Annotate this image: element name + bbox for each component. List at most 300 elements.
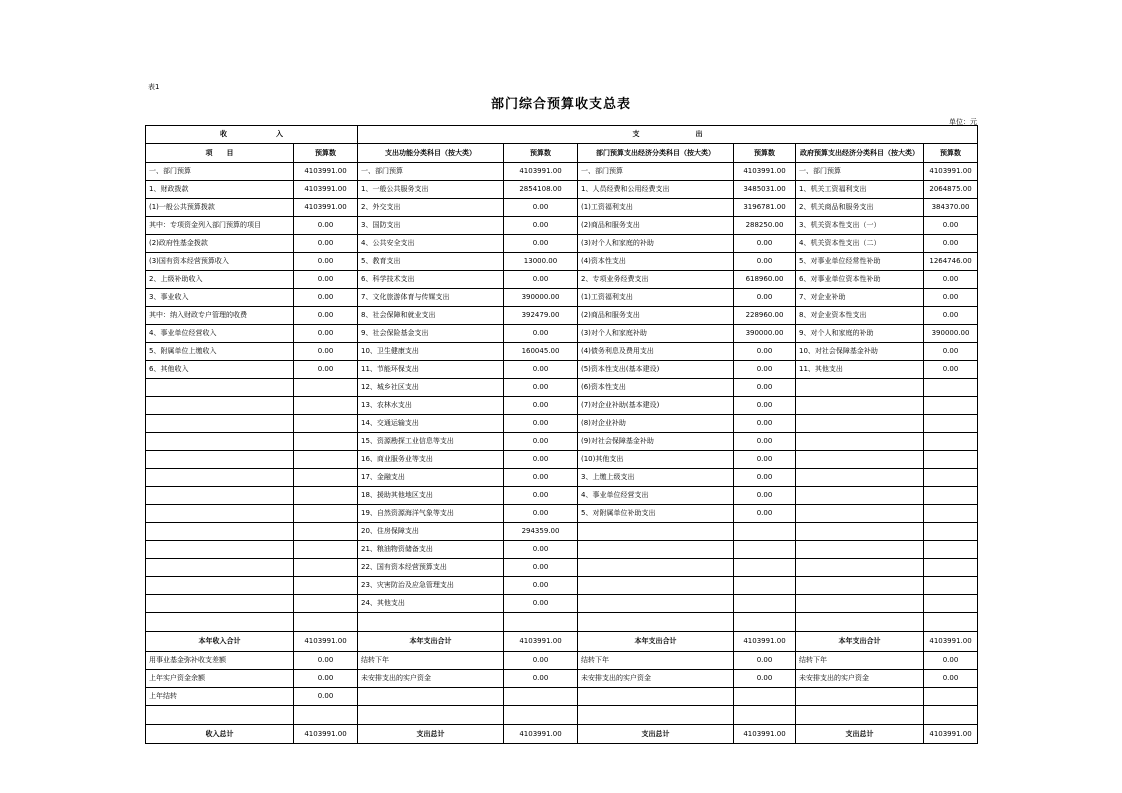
budget-amount-cell: 390000.00 xyxy=(504,289,578,307)
empty-cell xyxy=(358,706,504,725)
budget-amount-cell xyxy=(294,541,358,559)
budget-amount-cell: 0.00 xyxy=(294,289,358,307)
budget-amount-cell: 0.00 xyxy=(734,289,796,307)
item-label-cell xyxy=(796,397,924,415)
item-label-cell xyxy=(146,397,294,415)
table-row xyxy=(146,415,978,433)
budget-amount-cell xyxy=(294,415,358,433)
item-label-cell: 支出总计 xyxy=(358,725,504,744)
item-label-cell: (10)其他支出 xyxy=(578,451,734,469)
budget-amount-cell: 4103991.00 xyxy=(924,163,978,181)
item-label-cell xyxy=(146,433,294,451)
item-label-cell xyxy=(578,595,734,613)
item-label-cell: 8、社会保障和就业支出 xyxy=(358,307,504,325)
budget-amount-cell xyxy=(504,688,578,706)
budget-column-header: 预算数 xyxy=(294,144,358,163)
budget-amount-cell: 4103991.00 xyxy=(294,632,358,652)
budget-amount-cell: 0.00 xyxy=(294,688,358,706)
item-label-cell xyxy=(578,541,734,559)
budget-amount-cell: 0.00 xyxy=(734,670,796,688)
budget-amount-cell: 4103991.00 xyxy=(734,632,796,652)
item-label-cell: 收入总计 xyxy=(146,725,294,744)
table-row xyxy=(146,652,978,670)
budget-amount-cell: 390000.00 xyxy=(924,325,978,343)
item-label-cell: (5)资本性支出(基本建设) xyxy=(578,361,734,379)
sheet-id: 表1 xyxy=(148,83,160,91)
item-label-cell xyxy=(796,433,924,451)
budget-amount-cell: 4103991.00 xyxy=(504,725,578,744)
budget-amount-cell xyxy=(734,688,796,706)
item-label-cell: 9、社会保险基金支出 xyxy=(358,325,504,343)
item-label-cell xyxy=(578,577,734,595)
budget-amount-cell: 0.00 xyxy=(294,361,358,379)
budget-amount-cell: 0.00 xyxy=(504,217,578,235)
item-label-cell: 9、对个人和家庭的补助 xyxy=(796,325,924,343)
empty-cell xyxy=(504,613,578,632)
budget-amount-cell xyxy=(294,559,358,577)
budget-column-header: 预算数 xyxy=(734,144,796,163)
budget-amount-cell xyxy=(734,523,796,541)
item-label-cell xyxy=(146,541,294,559)
budget-amount-cell: 0.00 xyxy=(504,361,578,379)
item-label-cell: 本年收入合计 xyxy=(146,632,294,652)
table-row xyxy=(146,199,978,217)
item-label-cell: 2、机关商品和服务支出 xyxy=(796,199,924,217)
table-row xyxy=(146,469,978,487)
item-label-cell: 未安排支出的实户资金 xyxy=(578,670,734,688)
expense-group-header: 支 出 xyxy=(358,126,978,144)
item-label-cell: 2、专项业务经费支出 xyxy=(578,271,734,289)
budget-amount-cell: 288250.00 xyxy=(734,217,796,235)
item-label-cell: 16、商业服务业等支出 xyxy=(358,451,504,469)
budget-amount-cell: 0.00 xyxy=(924,289,978,307)
budget-amount-cell: 0.00 xyxy=(504,199,578,217)
item-label-cell: (6)资本性支出 xyxy=(578,379,734,397)
budget-amount-cell: 384370.00 xyxy=(924,199,978,217)
budget-summary-table xyxy=(145,125,978,744)
gov-econ-column-header: 政府预算支出经济分类科目（按大类） xyxy=(796,144,924,163)
item-label-cell xyxy=(796,487,924,505)
item-label-cell xyxy=(796,505,924,523)
budget-amount-cell: 0.00 xyxy=(294,343,358,361)
budget-amount-cell xyxy=(924,397,978,415)
budget-amount-cell xyxy=(294,451,358,469)
table-row xyxy=(146,325,978,343)
empty-cell xyxy=(796,613,924,632)
item-label-cell xyxy=(796,688,924,706)
budget-amount-cell xyxy=(294,397,358,415)
item-label-cell: 11、节能环保支出 xyxy=(358,361,504,379)
item-label-cell: 1、财政拨款 xyxy=(146,181,294,199)
table-row xyxy=(146,343,978,361)
item-label-cell: 6、对事业单位资本性补助 xyxy=(796,271,924,289)
budget-column-header: 预算数 xyxy=(504,144,578,163)
item-label-cell: 12、城乡社区支出 xyxy=(358,379,504,397)
budget-amount-cell: 0.00 xyxy=(734,469,796,487)
item-label-cell xyxy=(358,688,504,706)
table-row xyxy=(146,217,978,235)
item-label-cell: 用事业基金弥补收支差额 xyxy=(146,652,294,670)
budget-amount-cell: 0.00 xyxy=(734,652,796,670)
item-label-cell xyxy=(796,595,924,613)
table-row xyxy=(146,235,978,253)
budget-amount-cell: 228960.00 xyxy=(734,307,796,325)
budget-amount-cell: 0.00 xyxy=(504,469,578,487)
table-row xyxy=(146,181,978,199)
budget-amount-cell: 0.00 xyxy=(504,271,578,289)
item-label-cell: (1)工资福利支出 xyxy=(578,289,734,307)
empty-cell xyxy=(358,613,504,632)
item-label-cell: 13、农林水支出 xyxy=(358,397,504,415)
budget-amount-cell: 390000.00 xyxy=(734,325,796,343)
item-label-cell xyxy=(146,451,294,469)
item-label-cell: (8)对企业补助 xyxy=(578,415,734,433)
spacer-row xyxy=(146,706,978,725)
item-label-cell: 4、公共安全支出 xyxy=(358,235,504,253)
item-label-cell: 10、对社会保障基金补助 xyxy=(796,343,924,361)
budget-amount-cell: 0.00 xyxy=(734,361,796,379)
budget-amount-cell xyxy=(924,469,978,487)
item-label-cell: 上年结转 xyxy=(146,688,294,706)
item-label-cell xyxy=(796,469,924,487)
budget-amount-cell: 0.00 xyxy=(734,487,796,505)
budget-amount-cell xyxy=(924,559,978,577)
item-label-cell: 20、住房保障支出 xyxy=(358,523,504,541)
budget-amount-cell: 0.00 xyxy=(734,415,796,433)
budget-amount-cell xyxy=(294,379,358,397)
budget-amount-cell: 0.00 xyxy=(504,415,578,433)
item-label-cell: 22、国有资本经营预算支出 xyxy=(358,559,504,577)
item-label-cell: 3、上缴上级支出 xyxy=(578,469,734,487)
empty-cell xyxy=(924,613,978,632)
item-label-cell xyxy=(146,559,294,577)
budget-amount-cell: 3196781.00 xyxy=(734,199,796,217)
item-label-cell: 本年支出合计 xyxy=(578,632,734,652)
item-label-cell: 7、文化旅游体育与传媒支出 xyxy=(358,289,504,307)
budget-amount-cell: 1264746.00 xyxy=(924,253,978,271)
budget-amount-cell: 0.00 xyxy=(504,433,578,451)
item-label-cell xyxy=(796,559,924,577)
item-label-cell: 1、人员经费和公用经费支出 xyxy=(578,181,734,199)
empty-cell xyxy=(294,613,358,632)
budget-amount-cell: 0.00 xyxy=(734,379,796,397)
item-label-cell xyxy=(578,688,734,706)
item-label-cell: (9)对社会保障基金补助 xyxy=(578,433,734,451)
budget-amount-cell: 0.00 xyxy=(734,397,796,415)
item-label-cell: 结转下年 xyxy=(578,652,734,670)
budget-amount-cell xyxy=(924,523,978,541)
budget-amount-cell: 4103991.00 xyxy=(504,632,578,652)
item-label-cell: 上年实户资金余额 xyxy=(146,670,294,688)
item-label-cell: 5、对事业单位经常性补助 xyxy=(796,253,924,271)
budget-amount-cell xyxy=(294,505,358,523)
item-label-cell: (7)对企业补助(基本建设) xyxy=(578,397,734,415)
budget-amount-cell: 160045.00 xyxy=(504,343,578,361)
spacer-row xyxy=(146,613,978,632)
item-label-cell xyxy=(146,577,294,595)
budget-amount-cell xyxy=(924,433,978,451)
item-label-cell: 19、自然资源海洋气象等支出 xyxy=(358,505,504,523)
item-label-cell xyxy=(796,451,924,469)
item-label-cell xyxy=(146,505,294,523)
table-row xyxy=(146,163,978,181)
item-label-cell: 5、对附属单位补助支出 xyxy=(578,505,734,523)
item-label-cell: 15、资源勘探工业信息等支出 xyxy=(358,433,504,451)
budget-amount-cell xyxy=(924,688,978,706)
empty-cell xyxy=(796,706,924,725)
budget-amount-cell: 0.00 xyxy=(504,595,578,613)
item-label-cell: 7、对企业补助 xyxy=(796,289,924,307)
item-label-cell: 6、科学技术支出 xyxy=(358,271,504,289)
item-label-cell: 结转下年 xyxy=(796,652,924,670)
item-label-cell xyxy=(796,577,924,595)
budget-amount-cell xyxy=(924,487,978,505)
item-label-cell: 3、机关资本性支出（一） xyxy=(796,217,924,235)
item-label-cell: 4、事业单位经营收入 xyxy=(146,325,294,343)
budget-amount-cell: 0.00 xyxy=(294,235,358,253)
item-label-cell: 5、附属单位上缴收入 xyxy=(146,343,294,361)
budget-amount-cell: 0.00 xyxy=(294,271,358,289)
empty-cell xyxy=(578,613,734,632)
item-label-cell: 3、事业收入 xyxy=(146,289,294,307)
func-column-header: 支出功能分类科目（按大类） xyxy=(358,144,504,163)
budget-amount-cell: 294359.00 xyxy=(504,523,578,541)
table-row xyxy=(146,487,978,505)
total-row xyxy=(146,632,978,652)
budget-amount-cell: 4103991.00 xyxy=(924,632,978,652)
table-row xyxy=(146,397,978,415)
budget-amount-cell: 618960.00 xyxy=(734,271,796,289)
budget-amount-cell: 13000.00 xyxy=(504,253,578,271)
item-label-cell: 21、粮油物资储备支出 xyxy=(358,541,504,559)
table-row xyxy=(146,523,978,541)
budget-amount-cell: 392479.00 xyxy=(504,307,578,325)
table-row xyxy=(146,379,978,397)
item-label-cell xyxy=(796,415,924,433)
budget-amount-cell: 4103991.00 xyxy=(504,163,578,181)
budget-amount-cell: 0.00 xyxy=(504,379,578,397)
item-label-cell: 一、部门预算 xyxy=(796,163,924,181)
column-header-row xyxy=(146,144,978,163)
item-label-cell: 17、金融支出 xyxy=(358,469,504,487)
budget-amount-cell: 0.00 xyxy=(504,559,578,577)
budget-amount-cell xyxy=(294,469,358,487)
budget-amount-cell xyxy=(924,379,978,397)
item-label-cell: 4、事业单位经营支出 xyxy=(578,487,734,505)
item-label-cell: 10、卫生健康支出 xyxy=(358,343,504,361)
budget-amount-cell: 0.00 xyxy=(504,505,578,523)
budget-amount-cell xyxy=(924,415,978,433)
item-column-header: 项 目 xyxy=(146,144,294,163)
table-row xyxy=(146,289,978,307)
item-label-cell: 14、交通运输支出 xyxy=(358,415,504,433)
budget-amount-cell xyxy=(734,559,796,577)
item-label-cell: 未安排支出的实户资金 xyxy=(796,670,924,688)
item-label-cell xyxy=(796,523,924,541)
item-label-cell: (2)政府性基金拨款 xyxy=(146,235,294,253)
budget-amount-cell xyxy=(924,595,978,613)
item-label-cell: 支出总计 xyxy=(796,725,924,744)
item-label-cell xyxy=(578,559,734,577)
budget-amount-cell: 4103991.00 xyxy=(294,199,358,217)
item-label-cell xyxy=(796,379,924,397)
item-label-cell: 2、外交支出 xyxy=(358,199,504,217)
item-label-cell: (3)对个人和家庭补助 xyxy=(578,325,734,343)
empty-cell xyxy=(294,706,358,725)
item-label-cell xyxy=(146,415,294,433)
budget-amount-cell: 0.00 xyxy=(924,670,978,688)
budget-amount-cell: 0.00 xyxy=(504,325,578,343)
budget-amount-cell: 0.00 xyxy=(294,307,358,325)
budget-amount-cell xyxy=(294,523,358,541)
item-label-cell xyxy=(146,379,294,397)
budget-amount-cell: 2854108.00 xyxy=(504,181,578,199)
budget-amount-cell: 0.00 xyxy=(734,433,796,451)
budget-amount-cell: 0.00 xyxy=(504,541,578,559)
dept-econ-column-header: 部门预算支出经济分类科目（按大类） xyxy=(578,144,734,163)
item-label-cell: 其中：纳入财政专户管理的收费 xyxy=(146,307,294,325)
budget-amount-cell: 0.00 xyxy=(504,235,578,253)
item-label-cell: 其中：专项资金列入部门预算的项目 xyxy=(146,217,294,235)
group-header-row xyxy=(146,126,978,144)
item-label-cell: 1、机关工资福利支出 xyxy=(796,181,924,199)
table-row xyxy=(146,541,978,559)
budget-amount-cell xyxy=(294,577,358,595)
item-label-cell: 8、对企业资本性支出 xyxy=(796,307,924,325)
empty-cell xyxy=(734,613,796,632)
budget-amount-cell: 0.00 xyxy=(734,253,796,271)
budget-amount-cell xyxy=(924,451,978,469)
budget-amount-cell: 0.00 xyxy=(504,397,578,415)
item-label-cell: 一、部门预算 xyxy=(358,163,504,181)
budget-amount-cell: 0.00 xyxy=(924,235,978,253)
budget-amount-cell xyxy=(294,433,358,451)
budget-amount-cell: 3485031.00 xyxy=(734,181,796,199)
budget-amount-cell: 0.00 xyxy=(924,307,978,325)
budget-amount-cell: 4103991.00 xyxy=(294,181,358,199)
item-label-cell: 未安排支出的实户资金 xyxy=(358,670,504,688)
item-label-cell: (4)资本性支出 xyxy=(578,253,734,271)
table-row xyxy=(146,307,978,325)
budget-amount-cell xyxy=(924,505,978,523)
table-row xyxy=(146,451,978,469)
table-row xyxy=(146,505,978,523)
budget-amount-cell xyxy=(734,577,796,595)
budget-amount-cell: 0.00 xyxy=(504,652,578,670)
item-label-cell xyxy=(578,523,734,541)
budget-amount-cell: 0.00 xyxy=(924,361,978,379)
empty-cell xyxy=(146,613,294,632)
budget-amount-cell xyxy=(294,487,358,505)
budget-amount-cell: 0.00 xyxy=(924,652,978,670)
budget-amount-cell: 4103991.00 xyxy=(734,163,796,181)
table-row xyxy=(146,670,978,688)
budget-amount-cell: 0.00 xyxy=(294,325,358,343)
budget-amount-cell: 4103991.00 xyxy=(294,725,358,744)
item-label-cell: (1)工资福利支出 xyxy=(578,199,734,217)
item-label-cell: (2)商品和服务支出 xyxy=(578,217,734,235)
item-label-cell xyxy=(796,541,924,559)
grand-row xyxy=(146,725,978,744)
table-row xyxy=(146,253,978,271)
budget-amount-cell: 0.00 xyxy=(504,577,578,595)
budget-amount-cell xyxy=(294,595,358,613)
item-label-cell: 一、部门预算 xyxy=(146,163,294,181)
table-row xyxy=(146,433,978,451)
item-label-cell: (3)国有资本经营预算收入 xyxy=(146,253,294,271)
item-label-cell: 24、其他支出 xyxy=(358,595,504,613)
budget-amount-cell: 0.00 xyxy=(924,343,978,361)
empty-cell xyxy=(504,706,578,725)
item-label-cell: 3、国防支出 xyxy=(358,217,504,235)
income-group-header: 收 入 xyxy=(146,126,358,144)
budget-amount-cell: 0.00 xyxy=(294,217,358,235)
table-row xyxy=(146,595,978,613)
item-label-cell: 结转下年 xyxy=(358,652,504,670)
empty-cell xyxy=(146,706,294,725)
item-label-cell: 6、其他收入 xyxy=(146,361,294,379)
budget-amount-cell: 0.00 xyxy=(504,451,578,469)
budget-amount-cell: 0.00 xyxy=(734,235,796,253)
table-row xyxy=(146,688,978,706)
table-row xyxy=(146,361,978,379)
budget-amount-cell xyxy=(734,595,796,613)
budget-amount-cell: 0.00 xyxy=(734,451,796,469)
budget-amount-cell xyxy=(924,541,978,559)
item-label-cell: (2)商品和服务支出 xyxy=(578,307,734,325)
item-label-cell: 支出总计 xyxy=(578,725,734,744)
item-label-cell: 2、上级补助收入 xyxy=(146,271,294,289)
item-label-cell: 本年支出合计 xyxy=(796,632,924,652)
budget-amount-cell: 0.00 xyxy=(734,505,796,523)
budget-amount-cell: 4103991.00 xyxy=(924,725,978,744)
item-label-cell: 5、教育支出 xyxy=(358,253,504,271)
empty-cell xyxy=(578,706,734,725)
item-label-cell xyxy=(146,487,294,505)
budget-amount-cell xyxy=(734,541,796,559)
item-label-cell: (1)一般公共预算拨款 xyxy=(146,199,294,217)
budget-amount-cell: 0.00 xyxy=(924,217,978,235)
item-label-cell xyxy=(146,595,294,613)
budget-column-header: 预算数 xyxy=(924,144,978,163)
item-label-cell: 4、机关资本性支出（二） xyxy=(796,235,924,253)
item-label-cell: 11、其他支出 xyxy=(796,361,924,379)
budget-amount-cell: 0.00 xyxy=(294,652,358,670)
budget-amount-cell: 4103991.00 xyxy=(734,725,796,744)
page-title: 部门综合预算收支总表 xyxy=(490,97,631,112)
budget-amount-cell: 0.00 xyxy=(504,670,578,688)
item-label-cell xyxy=(146,523,294,541)
budget-amount-cell: 2064875.00 xyxy=(924,181,978,199)
budget-amount-cell: 0.00 xyxy=(734,343,796,361)
item-label-cell: 1、一般公共服务支出 xyxy=(358,181,504,199)
budget-amount-cell: 4103991.00 xyxy=(294,163,358,181)
item-label-cell: 一、部门预算 xyxy=(578,163,734,181)
item-label-cell: 18、援助其他地区支出 xyxy=(358,487,504,505)
table-row xyxy=(146,271,978,289)
item-label-cell: 本年支出合计 xyxy=(358,632,504,652)
table-row xyxy=(146,577,978,595)
budget-amount-cell: 0.00 xyxy=(294,670,358,688)
item-label-cell: (3)对个人和家庭的补助 xyxy=(578,235,734,253)
item-label-cell: (4)债务利息及费用支出 xyxy=(578,343,734,361)
budget-amount-cell: 0.00 xyxy=(294,253,358,271)
item-label-cell: 23、灾害防治及应急管理支出 xyxy=(358,577,504,595)
empty-cell xyxy=(924,706,978,725)
item-label-cell xyxy=(146,469,294,487)
table-row xyxy=(146,559,978,577)
budget-amount-cell: 0.00 xyxy=(504,487,578,505)
